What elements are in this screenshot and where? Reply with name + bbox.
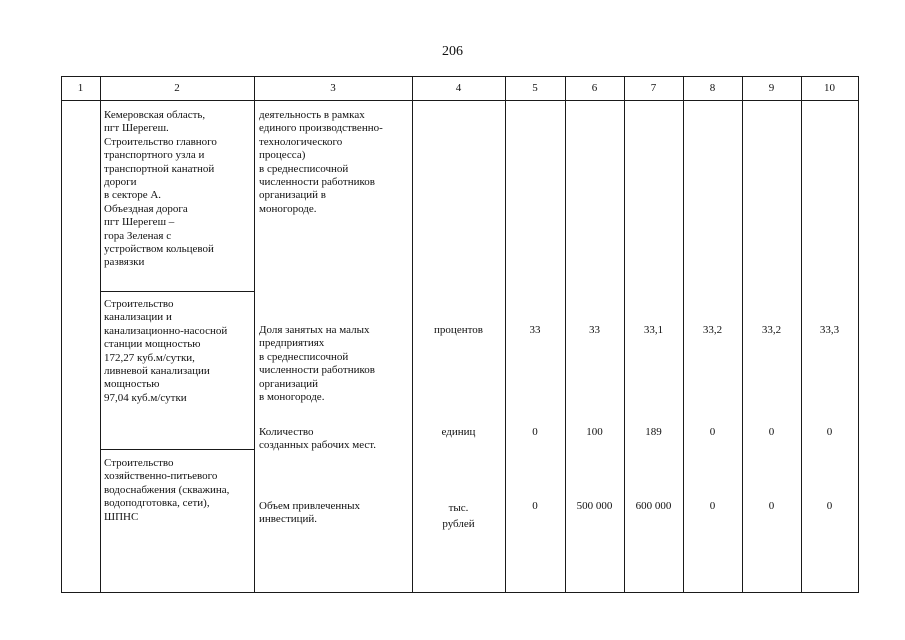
table-right-border — [858, 76, 859, 593]
indicator-label: Доля занятых на малых предприятиях в среднесписочной численности работников организаций в моногороде. — [259, 324, 375, 404]
row-divider-1 — [100, 291, 254, 292]
indicator-label: деятельность в рамках единого производственно- технологического процесса) в среднесписочной численности работников организаций в моногороде. — [259, 109, 383, 215]
value-cell: 33,2 — [702, 324, 723, 336]
table-left-border — [61, 76, 62, 593]
value-cell: 0 — [826, 500, 833, 512]
value-cell: 33 — [589, 324, 600, 336]
unit-cell: процентов — [434, 324, 483, 336]
value-cell: 189 — [645, 426, 662, 438]
value-cell: 33 — [529, 324, 541, 336]
value-cell: 0 — [709, 500, 716, 512]
project-description: Кемеровская область, пгт Шерегеш. Строительство главного транспортного узла и транспортной канатной дороги в секторе А. Объездная дорога пгт Шерегеш – гора Зеленая с устройством кольцевой развязки — [104, 109, 217, 269]
column-header-4: 4 — [455, 82, 462, 94]
indicator-label: Количество созданных рабочих мест. — [259, 426, 377, 452]
value-cell: 0 — [768, 426, 775, 438]
column-header-1: 1 — [77, 82, 84, 94]
value-cell: 600 000 — [635, 500, 672, 512]
value-cell: 0 — [826, 426, 833, 438]
value-cell: 0 — [532, 426, 538, 438]
row-divider-2 — [100, 449, 254, 450]
unit-cell: тыс. рублей — [442, 502, 475, 530]
page-number: 206 — [442, 44, 463, 59]
value-cell: 0 — [709, 426, 716, 438]
header-bottom-border — [61, 100, 859, 101]
value-cell: 33,3 — [819, 324, 840, 336]
column-divider — [100, 76, 101, 593]
value-cell: 0 — [768, 500, 775, 512]
indicator-label: Объем привлеченных инвестиций. — [259, 500, 361, 526]
column-header-9: 9 — [768, 82, 775, 94]
unit-cell: единиц — [441, 426, 476, 438]
value-cell: 33,1 — [643, 324, 664, 336]
project-description: Строительство канализации и канализационно-насосной станции мощностью 172,27 куб.м/сутки, ливневой канализации мощностью 97,04 куб.м/сутки — [104, 298, 228, 404]
column-header-6: 6 — [591, 82, 598, 94]
table-bottom-border — [61, 592, 859, 593]
column-header-7: 7 — [650, 82, 657, 94]
column-header-5: 5 — [532, 82, 538, 94]
table-top-border — [61, 76, 859, 77]
column-divider — [254, 76, 255, 593]
project-description: Строительство хозяйственно-питьевого водоснабжения (скважина, водоподготовка, сети), ШПНС — [104, 457, 230, 523]
value-cell: 33,2 — [761, 324, 782, 336]
column-header-2: 2 — [174, 82, 180, 94]
column-header-3: 3 — [330, 82, 336, 94]
value-cell: 500 000 — [576, 500, 613, 512]
column-header-8: 8 — [709, 82, 716, 94]
value-cell: 0 — [532, 500, 538, 512]
column-header-10: 10 — [824, 82, 835, 94]
value-cell: 100 — [586, 426, 603, 438]
indicator-table — [61, 76, 859, 593]
